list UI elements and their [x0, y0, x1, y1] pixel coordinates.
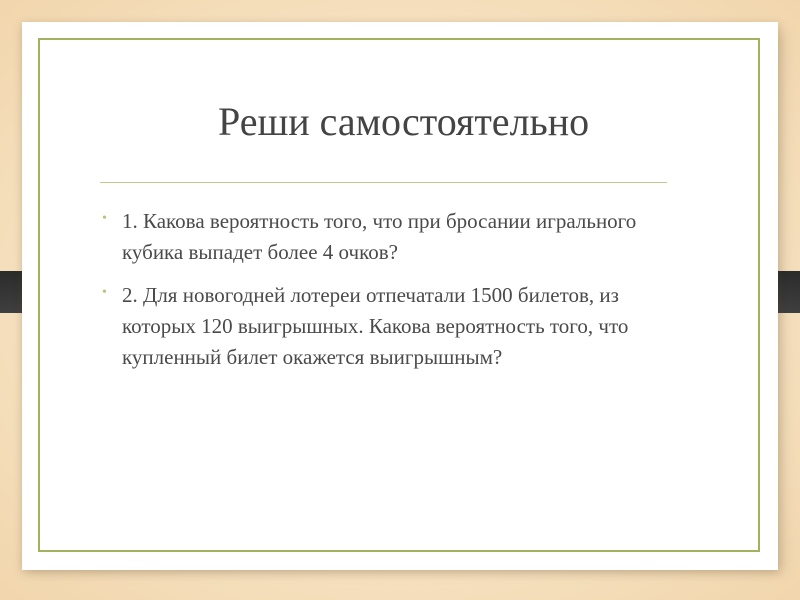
task-1-text: 1. Какова вероятность того, что при бросании игрального кубика выпадет более 4 очков? [122, 209, 637, 264]
list-item [102, 280, 662, 373]
slide-title: Реши самостоятельно [218, 99, 590, 144]
bullet-icon: • [102, 285, 107, 300]
task-2-text: 2. Для новогодней лотереи отпечатали 1500 билетов, из которых 120 выигрышных. Какова вероятность того, что купленный билет окажется выигрышным? [122, 283, 629, 369]
bullet-icon: • [102, 211, 107, 226]
title-divider [100, 182, 667, 183]
list-item [102, 206, 662, 268]
task-list [102, 206, 662, 385]
